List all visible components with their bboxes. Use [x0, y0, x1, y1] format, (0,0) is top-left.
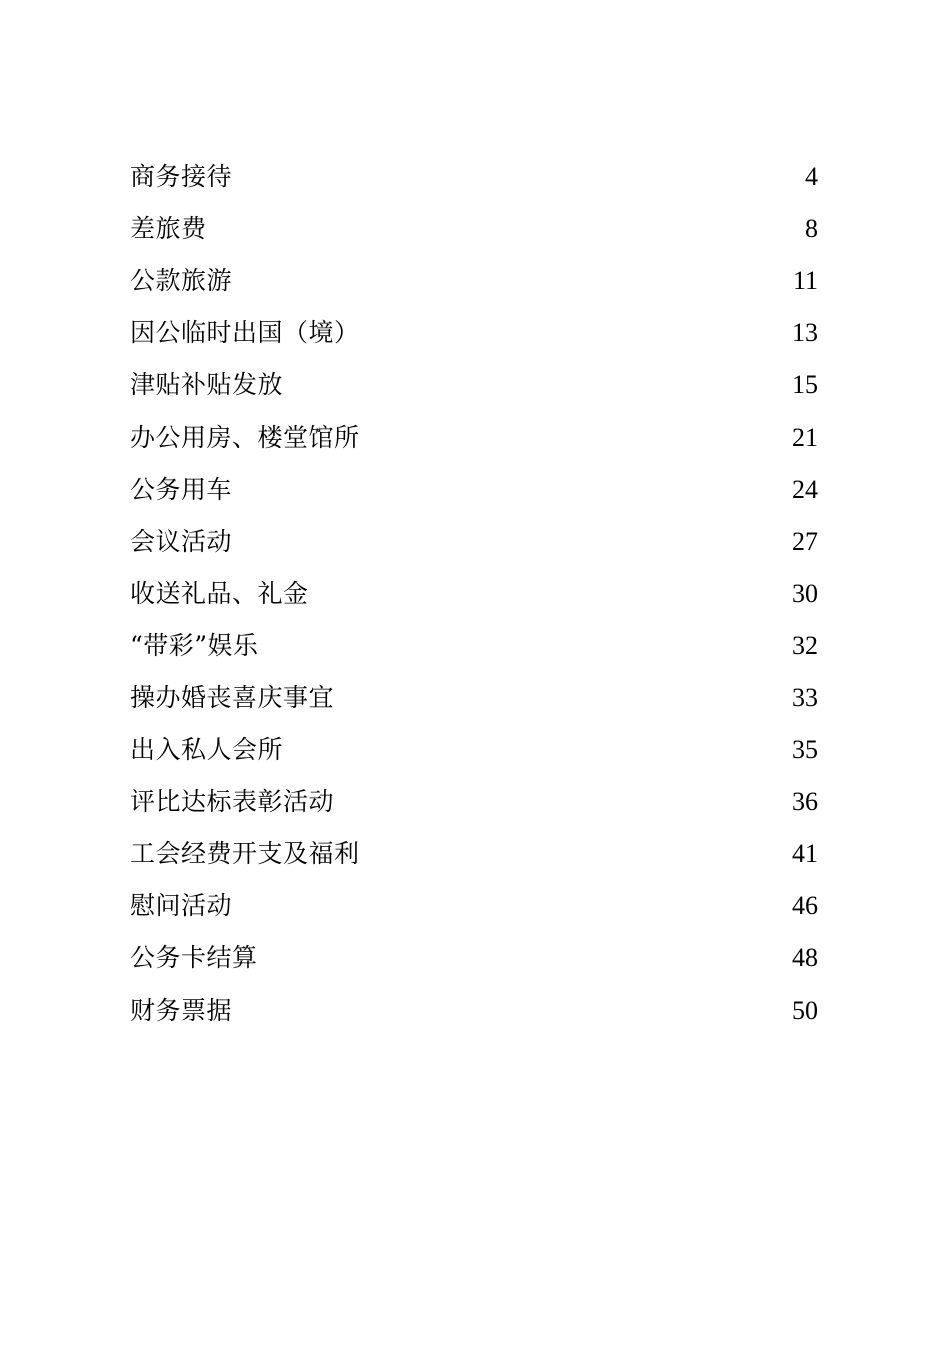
toc-entry-page-number: 15 — [792, 370, 818, 400]
toc-entry-title: 因公临时出国（境） — [130, 318, 360, 348]
toc-entry-page-number: 24 — [792, 474, 818, 504]
toc-entry-page-number: 13 — [792, 318, 818, 348]
toc-entry-title: 慰问活动 — [130, 891, 233, 921]
toc-entry-page-number: 11 — [792, 266, 818, 296]
toc-entry-title: 收送礼品、礼金 — [130, 578, 309, 608]
toc-entry[interactable] — [130, 151, 818, 203]
toc-entry-page-number: 30 — [792, 578, 818, 608]
toc-entry[interactable] — [130, 828, 818, 880]
toc-entry-title: 出入私人会所 — [130, 735, 284, 765]
toc-entry-page-number: 36 — [792, 787, 818, 817]
toc-entry[interactable] — [130, 411, 818, 463]
toc-entry-page-number: 35 — [792, 735, 818, 765]
toc-entry-page-number: 46 — [792, 891, 818, 921]
toc-entry-page-number: 21 — [792, 422, 818, 452]
toc-entry-page-number: 4 — [805, 162, 818, 192]
toc-entry[interactable] — [130, 724, 818, 776]
toc-entry-title: “带彩”娱乐 — [130, 630, 259, 660]
toc-entry-page-number: 8 — [805, 214, 818, 244]
toc-entry[interactable] — [130, 516, 818, 568]
toc-entry[interactable] — [130, 203, 818, 255]
toc-entry-title: 财务票据 — [130, 995, 233, 1025]
toc-entry-title: 津贴补贴发放 — [130, 370, 284, 400]
toc-entry-title: 工会经费开支及福利 — [130, 839, 360, 869]
toc-entry-title: 公务用车 — [130, 474, 233, 504]
toc-entry-title: 操办婚丧喜庆事宜 — [130, 682, 335, 712]
table-of-contents — [130, 151, 818, 1037]
toc-entry-title: 公款旅游 — [130, 266, 233, 296]
toc-entry-title: 商务接待 — [130, 162, 233, 192]
toc-entry[interactable] — [130, 985, 818, 1037]
toc-entry[interactable] — [130, 464, 818, 516]
toc-entry[interactable] — [130, 672, 818, 724]
toc-entry[interactable] — [130, 776, 818, 828]
toc-entry[interactable] — [130, 359, 818, 411]
toc-entry[interactable] — [130, 620, 818, 672]
toc-entry-page-number: 41 — [792, 839, 818, 869]
toc-entry[interactable] — [130, 880, 818, 932]
toc-entry-title: 差旅费 — [130, 214, 207, 244]
toc-entry[interactable] — [130, 932, 818, 984]
toc-entry[interactable] — [130, 568, 818, 620]
toc-entry-title: 公务卡结算 — [130, 943, 258, 973]
toc-entry-page-number: 33 — [792, 682, 818, 712]
toc-entry-page-number: 32 — [792, 630, 818, 660]
toc-entry[interactable] — [130, 255, 818, 307]
toc-entry-title: 会议活动 — [130, 526, 233, 556]
toc-entry-page-number: 50 — [792, 995, 818, 1025]
toc-entry-page-number: 27 — [792, 526, 818, 556]
toc-entry[interactable] — [130, 307, 818, 359]
toc-entry-title: 评比达标表彰活动 — [130, 787, 335, 817]
toc-entry-page-number: 48 — [792, 943, 818, 973]
toc-entry-title: 办公用房、楼堂馆所 — [130, 422, 360, 452]
